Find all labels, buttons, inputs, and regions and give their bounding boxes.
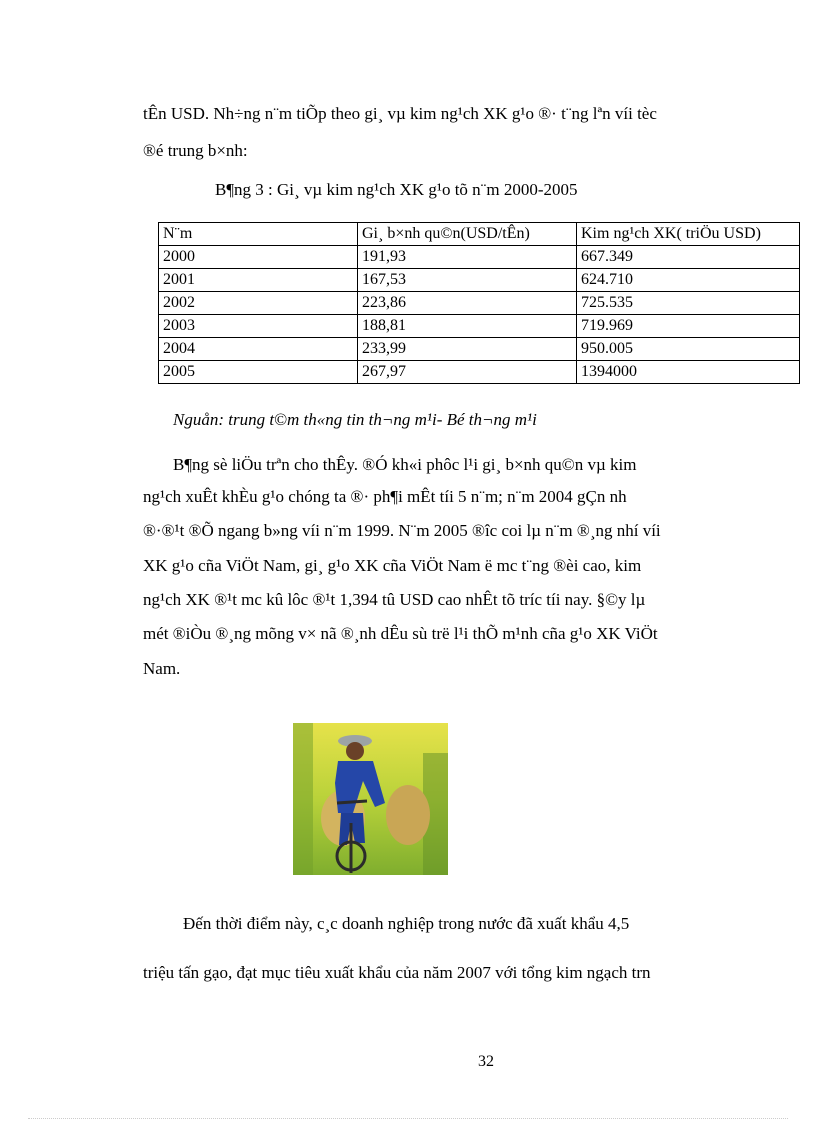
paragraph-line: ®·®¹t ®Õ ngang b»ng víi n¨m 1999. N¨m 2005 ®îc coi lµ n¨m ®¸ng nhí víi [143, 521, 661, 540]
paragraph-line: XK g¹o cña ViÖt Nam, gi¸ g¹o XK cña ViÖt Nam ë mc t¨ng ®èi cao, kim [143, 556, 642, 575]
table-cell: 725.535 [577, 292, 800, 315]
closing-line: triệu tấn gạo, đạt mục tiêu xuất khẩu của năm 2007 với tổng kim ngạch trn [143, 963, 651, 982]
header-export-value: Kim ng¹ch XK( triÖu USD) [577, 223, 800, 246]
table-cell: 2001 [159, 269, 358, 292]
table-cell: 191,93 [358, 246, 577, 269]
table-cell: 167,53 [358, 269, 577, 292]
table-header-row [159, 223, 800, 246]
table-row [159, 292, 800, 315]
table-cell: 2003 [159, 315, 358, 338]
header-avg-price: Gi¸ b×nh qu©n(USD/tÊn) [358, 223, 577, 246]
paragraph-line: mét ®iÒu ®¸ng mõng v× nã ®¸nh dÊu sù trë l¹i thÕ m¹nh cña g¹o XK ViÖt [143, 624, 658, 643]
table-row [159, 315, 800, 338]
header-year: N¨m [159, 223, 358, 246]
page-bottom-rule [28, 1118, 788, 1119]
table-cell: 2002 [159, 292, 358, 315]
table-cell: 2005 [159, 361, 358, 384]
closing-line: Đến thời điểm này, c¸c doanh nghiệp trong nước đã xuất khẩu 4,5 [183, 914, 630, 933]
table-cell: 950.005 [577, 338, 800, 361]
farmer-bicycle-photo [293, 723, 448, 875]
table-row [159, 246, 800, 269]
table-caption: B¶ng 3 : Gi¸ vµ kim ng¹ch XK g¹o tõ n¨m 2000-2005 [215, 180, 578, 199]
table-cell: 233,99 [358, 338, 577, 361]
paragraph-line: ng¹ch xuÊt khÈu g¹o chóng ta ®· ph¶i mÊt tíi 5 n¨m; n¨m 2004 gÇn nh [143, 487, 627, 506]
table-row [159, 361, 800, 384]
intro-line-2: ®é trung b×nh: [143, 141, 248, 160]
table-cell: 1394000 [577, 361, 800, 384]
table-cell: 223,86 [358, 292, 577, 315]
table-row [159, 338, 800, 361]
table-cell: 188,81 [358, 315, 577, 338]
table-source: Nguån: trung t©m th«ng tin th¬ng m¹i- Bé th¬ng m¹i [173, 410, 537, 429]
table-cell: 667.349 [577, 246, 800, 269]
table-cell: 624.710 [577, 269, 800, 292]
intro-line-1: tÊn USD. Nh÷ng n¨m tiÕp theo gi¸ vµ kim ng¹ch XK g¹o ®· t¨ng lªn víi tèc [143, 104, 657, 123]
table-cell: 267,97 [358, 361, 577, 384]
table-cell: 2004 [159, 338, 358, 361]
paragraph-line: Nam. [143, 659, 181, 678]
page-number: 32 [478, 1053, 494, 1070]
paragraph-line: ng¹ch XK ®¹t mc kû lôc ®¹t 1,394 tû USD cao nhÊt tõ tríc tíi nay. §©y lµ [143, 590, 646, 609]
paragraph-line: B¶ng sè liÖu trªn cho thÊy. ®Ó kh«i phôc l¹i gi¸ b×nh qu©n vµ kim [173, 455, 637, 474]
table-row [159, 269, 800, 292]
table-cell: 2000 [159, 246, 358, 269]
table-cell: 719.969 [577, 315, 800, 338]
export-table [158, 222, 800, 384]
